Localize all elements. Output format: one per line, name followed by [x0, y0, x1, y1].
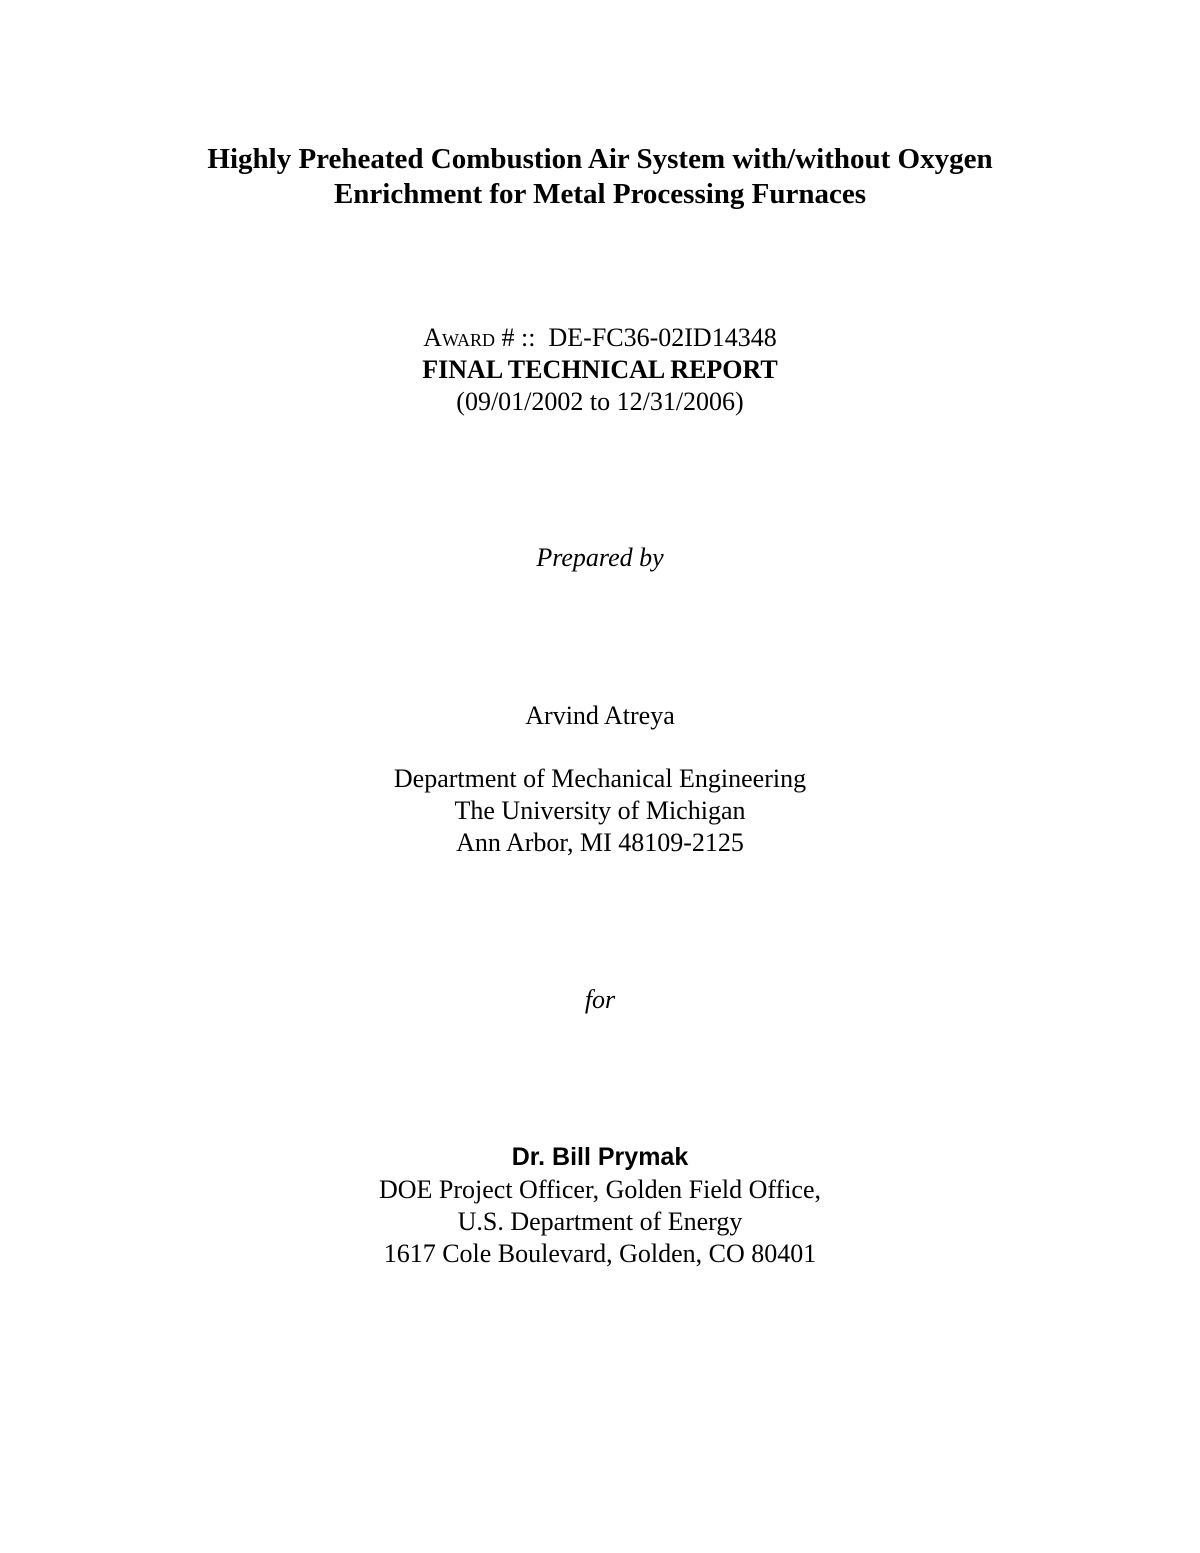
recipient-address: 1617 Cole Boulevard, Golden, CO 80401 — [383, 1239, 817, 1268]
author-name: Arvind Atreya — [525, 701, 675, 730]
for-label: for — [584, 985, 616, 1014]
author-institution: The University of Michigan — [454, 796, 746, 825]
recipient-title: DOE Project Officer, Golden Field Office, — [378, 1175, 822, 1204]
report-type: FINAL TECHNICAL REPORT — [422, 355, 778, 384]
title-line-1: Highly Preheated Combustion Air System with/without Oxygen — [207, 143, 993, 175]
award-number: DE-FC36-02ID14348 — [548, 323, 777, 352]
author-department: Department of Mechanical Engineering — [393, 764, 807, 793]
report-period: (09/01/2002 to 12/31/2006) — [456, 387, 744, 416]
award-label: Award # :: — [423, 323, 536, 352]
recipient-name: Dr. Bill Prymak — [511, 1143, 689, 1171]
title-line-2: Enrichment for Metal Processing Furnaces — [333, 178, 867, 210]
recipient-organization: U.S. Department of Energy — [457, 1207, 743, 1236]
prepared-by-label: Prepared by — [536, 543, 664, 572]
author-address: Ann Arbor, MI 48109-2125 — [456, 828, 744, 857]
award-line — [0, 323, 1200, 353]
